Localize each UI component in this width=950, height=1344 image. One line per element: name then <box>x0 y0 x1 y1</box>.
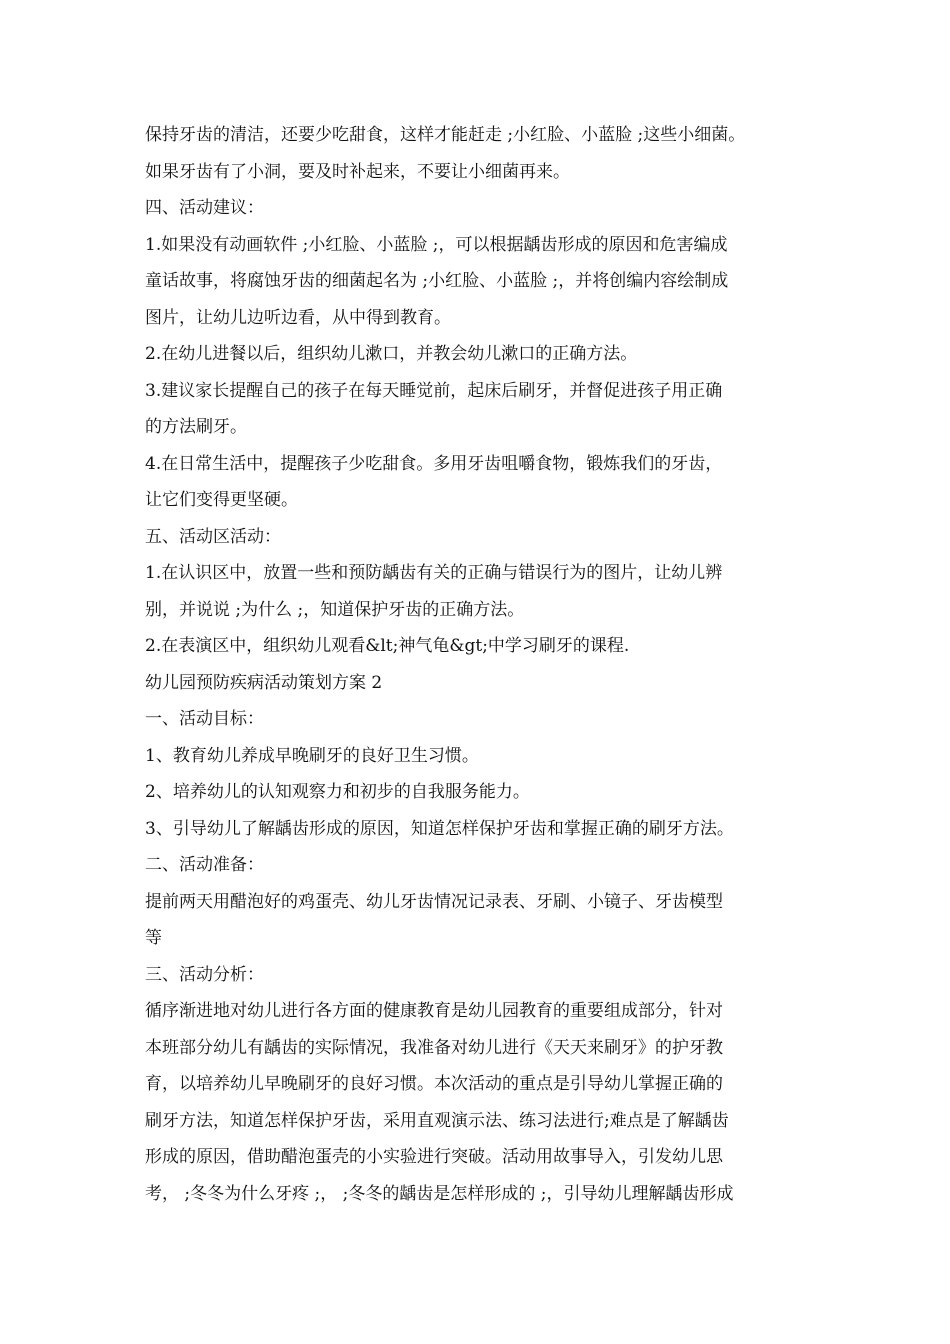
text-line: 1、教育幼儿养成早晚刷牙的良好卫生习惯。 <box>145 745 479 766</box>
text-line: 1.如果没有动画软件 ;小红脸、小蓝脸 ;，可以根据龋齿形成的原因和危害编成 <box>145 234 728 255</box>
text-line: 图片，让幼儿边听边看，从中得到教育。 <box>145 307 451 328</box>
section-heading: 一、活动目标： <box>145 709 264 729</box>
text-line: 别，并说说 ;为什么 ;，知道保护牙齿的正确方法。 <box>145 599 525 620</box>
text-line: 2.在表演区中，组织幼儿观看&lt;神气龟&gt;中学习刷牙的课程. <box>145 636 630 656</box>
text-line: 4.在日常生活中，提醒孩子少吃甜食。多用牙齿咀嚼食物，锻炼我们的牙齿， <box>145 453 723 474</box>
text-line: 育，以培养幼儿早晚刷牙的良好习惯。本次活动的重点是引导幼儿掌握正确的 <box>145 1074 723 1094</box>
text-line: 刷牙方法，知道怎样保护牙齿，采用直观演示法、练习法进行;难点是了解龋齿 <box>145 1110 729 1131</box>
text-line: 本班部分幼儿有龋齿的实际情况，我准备对幼儿进行《天天来刷牙》的护牙教 <box>145 1037 723 1058</box>
text-line: 等 <box>145 928 162 948</box>
text-line: 考， ;冬冬为什么牙疼 ;， ;冬冬的龋齿是怎样形成的 ;，引导幼儿理解龋齿形成 <box>145 1183 734 1204</box>
text-line: 循序渐进地对幼儿进行各方面的健康教育是幼儿园教育的重要组成部分，针对 <box>145 1001 723 1021</box>
section-heading: 二、活动准备： <box>145 855 264 875</box>
section-heading: 四、活动建议： <box>145 198 264 218</box>
text-line: 如果牙齿有了小洞，要及时补起来，不要让小细菌再来。 <box>145 161 570 182</box>
text-line: 保持牙齿的清洁，还要少吃甜食，这样才能赶走 ;小红脸、小蓝脸 ;这些小细菌。 <box>145 125 746 145</box>
text-line: 的方法刷牙。 <box>145 417 247 437</box>
text-line: 2、培养幼儿的认知观察力和初步的自我服务能力。 <box>145 782 530 802</box>
text-line: 童话故事，将腐蚀牙齿的细菌起名为 ;小红脸、小蓝脸 ;，并将创编内容绘制成 <box>145 271 729 291</box>
text-line: 2.在幼儿进餐以后，组织幼儿漱口，并教会幼儿漱口的正确方法。 <box>145 344 638 364</box>
section-heading: 三、活动分析： <box>145 964 264 985</box>
document-title: 幼儿园预防疾病活动策划方案 2 <box>145 672 383 693</box>
text-line: 形成的原因，借助醋泡蛋壳的小实验进行突破。活动用故事导入，引发幼儿思 <box>145 1147 723 1167</box>
text-line: 3.建议家长提醒自己的孩子在每天睡觉前，起床后刷牙，并督促进孩子用正确 <box>145 380 723 401</box>
text-line: 提前两天用醋泡好的鸡蛋壳、幼儿牙齿情况记录表、牙刷、小镜子、牙齿模型 <box>145 891 723 912</box>
text-line: 让它们变得更坚硬。 <box>145 490 298 510</box>
text-line: 3、引导幼儿了解龋齿形成的原因，知道怎样保护牙齿和掌握正确的刷牙方法。 <box>145 818 734 839</box>
text-line: 1.在认识区中，放置一些和预防龋齿有关的正确与错误行为的图片，让幼儿辨 <box>145 563 723 583</box>
document-body <box>145 117 825 1212</box>
section-heading: 五、活动区活动： <box>145 526 281 547</box>
